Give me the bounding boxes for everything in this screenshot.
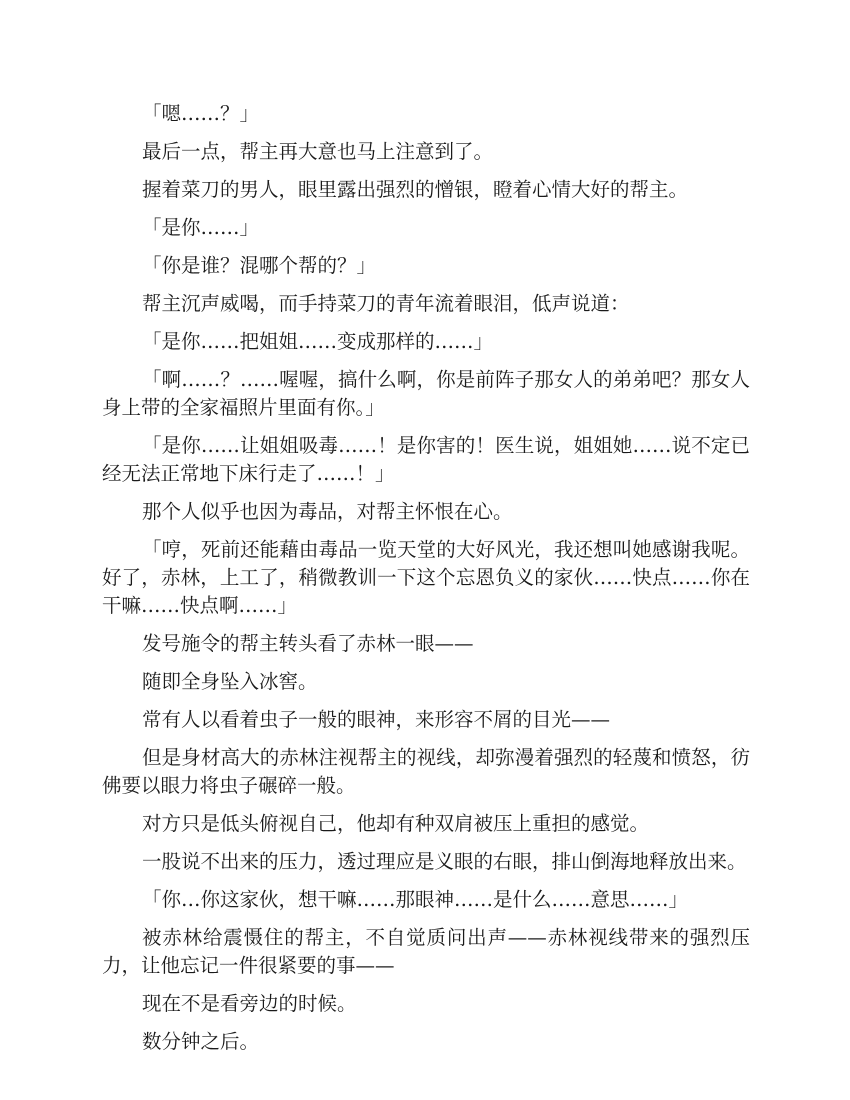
paragraph: 「是你……让姐姐吸毒……！是你害的！医生说，姐姐她……说不定已经无法正常地下床行走了……！」 [102, 434, 750, 485]
paragraph: 被赤林给震慑住的帮主，不自觉质问出声——赤林视线带来的强烈压力，让他忘记一件很紧要的事—— [102, 926, 750, 977]
paragraph: 现在不是看旁边的时候。 [142, 992, 357, 1015]
paragraph: 「哼，死前还能藉由毒品一览天堂的大好风光，我还想叫她感谢我呢。好了，赤林，上工了，稍微教训一下这个忘恩负义的家伙……快点……你在干嘛……快点啊……」 [102, 538, 750, 617]
paragraph: 随即全身坠入冰窖。 [142, 670, 318, 693]
paragraph: 「嗯……？」 [142, 102, 260, 125]
paragraph: 握着菜刀的男人，眼里露出强烈的憎银，瞪着心情大好的帮主。 [142, 178, 689, 201]
paragraph: 但是身材高大的赤林注视帮主的视线，却弥漫着强烈的轻蔑和愤怒，彷佛要以眼力将虫子碾碎一般。 [102, 746, 750, 797]
paragraph: 对方只是低头俯视自己，他却有种双肩被压上重担的感觉。 [142, 812, 650, 835]
paragraph: 「啊……？……喔喔，搞什么啊，你是前阵子那女人的弟弟吧？那女人身上带的全家福照片里面有你。」 [102, 368, 750, 419]
paragraph: 发号施令的帮主转头看了赤林一眼—— [142, 632, 474, 655]
paragraph: 「你是谁？混哪个帮的？」 [142, 254, 377, 277]
paragraph: 「你…你这家伙，想干嘛……那眼神……是什么……意思……」 [142, 888, 689, 911]
paragraph: 那个人似乎也因为毒品，对帮主怀恨在心。 [142, 500, 513, 523]
paragraph: 「是你……」 [142, 216, 260, 239]
paragraph: 一股说不出来的压力，透过理应是义眼的右眼，排山倒海地释放出来。 [142, 850, 747, 873]
paragraph: 最后一点，帮主再大意也马上注意到了。 [142, 140, 494, 163]
paragraph: 「是你……把姐姐……变成那样的……」 [142, 330, 494, 353]
document-body [102, 100, 750, 1066]
paragraph: 帮主沉声威喝，而手持菜刀的青年流着眼泪，低声说道： [142, 292, 630, 315]
paragraph: 数分钟之后。 [142, 1030, 260, 1053]
paragraph: 常有人以看着虫子一般的眼神，来形容不屑的目光—— [142, 708, 611, 731]
